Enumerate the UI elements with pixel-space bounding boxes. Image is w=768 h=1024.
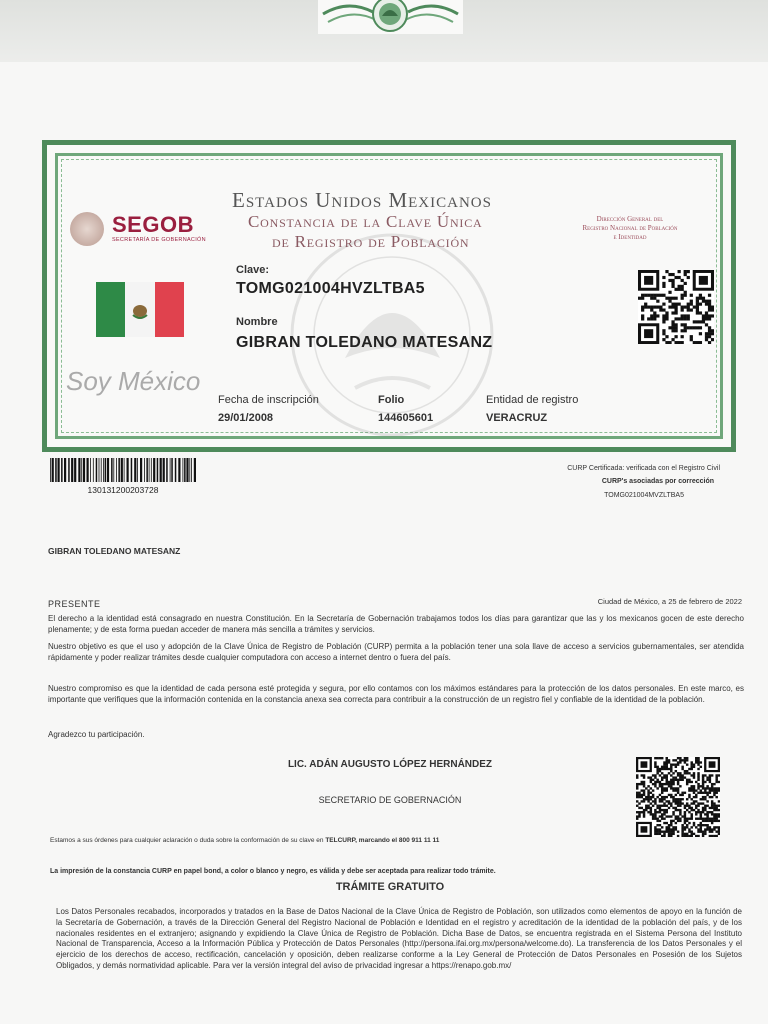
clave-value: TOMG021004HVZLTBA5 [236, 280, 425, 297]
barcode-icon [50, 458, 196, 482]
addressee: GIBRAN TOLEDANO MATESANZ [48, 546, 181, 556]
curp-certified-note: CURP Certificada: verificada con el Registro Civil [567, 465, 720, 472]
paragraph-1: El derecho a la identidad está consagrado en nuestra Constitución. En la Secretaría de Gobernación trabajamos todos los días para garantizar que las y los mexicanos gocen de este derecho plenamente; y de esta forma puedan acceder de manera más sencilla a trámites y servicios. [48, 614, 744, 634]
entidad-label: Entidad de registro [486, 394, 579, 406]
curp-associated-label: CURP's asociadas por corrección [601, 478, 714, 485]
fecha-label: Fecha de inscripción [218, 394, 319, 406]
dgr-label [555, 215, 705, 242]
contact-line [50, 836, 650, 847]
qr-code-icon [638, 270, 714, 344]
paragraph-3: Nuestro compromiso es que la identidad de cada persona esté protegida y segura, por ello contamos con los máximos estándares para la protección de los datos personales. En este marco, es importante que verifiques que la información contenida en la constancia anexa sea correcta para contribuir a la construcción de un registro fiel y confiable de la identidad de la población. [48, 684, 744, 704]
soy-mexico-slogan: Soy México [66, 366, 201, 396]
segob-emblem-icon [70, 212, 104, 246]
dgr-line-1: Dirección General del [596, 215, 664, 223]
signer-name: LIC. ADÁN AUGUSTO LÓPEZ HERNÁNDEZ [287, 759, 493, 770]
folio-label: Folio [378, 394, 405, 406]
segob-subtitle: SECRETARÍA DE GOBERNACIÓN [112, 237, 206, 243]
privacy-notice: Los Datos Personales recabados, incorporados y tratados en la Base de Datos Nacional de la Clave Única de Registro de Población, son utilizados como elementos de apoyo en la función de la Secretaría de Gobernación, a través de la Dirección General del Registro Nacional de Población e Identidad en el registro y acreditación de la identidad de la población del país, y de los nacionales residentes en el extranjero; asignando y expidiendo la Clave Única de Registro de Población. Dicha Base de Datos, se encuentra registrada en el Sistema Persona del Instituto Nacional de Transparencia, Acceso a la Información Pública y Protección de Datos Personales (http://persona.ifai.org.mx/persona/welcome.do). La transferencia de los Datos Personales y el ejercicio de los derechos de acceso, rectificación, cancelación y oposición, deben realizarse conforme a la Ley General de Protección de Datos Personales en Posesión de los Sujetos Obligados, y demás normatividad aplicable. Para ver la versión integral del aviso de privacidad ingresar a https://renapo.gob.mx/ [56, 907, 742, 970]
folio-value: 144605601 [378, 412, 434, 424]
qr-code-signature-icon [636, 757, 720, 837]
dgr-line-3: e Identidad [613, 233, 647, 241]
title-constancia: Constancia de la Clave Única [248, 212, 483, 231]
segob-logo [70, 210, 220, 250]
segob-name: SEGOB [112, 212, 194, 237]
nombre-value: GIBRAN TOLEDANO MATESANZ [236, 334, 493, 351]
clave-label: Clave: [236, 264, 270, 276]
dgr-line-2: Registro Nacional de Población [582, 224, 678, 232]
fecha-value: 29/01/2008 [218, 412, 274, 424]
title-registro: de Registro de Población [272, 232, 470, 251]
barcode-number: 130131200203728 [87, 485, 159, 495]
tramite-gratuito: TRÁMITE GRATUITO [335, 881, 445, 893]
entidad-value: VERACRUZ [486, 412, 548, 424]
validity-note: La impresión de la constancia CURP en papel bond, a color o blanco y negro, es válida y debe ser aceptada para realizar todo trámite. [50, 868, 496, 875]
contact-phone: TELCURP, marcando el 800 911 11 11 [325, 837, 440, 844]
contact-prefix: Estamos a sus órdenes para cualquier aclaración o duda sobre la conformación de su clave en [50, 837, 326, 844]
date-place: Ciudad de México, a 25 de febrero de 2022 [597, 597, 742, 606]
mexico-flag-icon [96, 282, 184, 337]
paragraph-2: Nuestro objetivo es que el uso y adopción de la Clave Única de Registro de Población (CURP) permita a la población tener una sola llave de acceso a servicios gubernamentales, ser atendida rápidamente y poder realizar trámites desde cualquier computadora con acceso a internet dentro o fuera del país. [48, 642, 744, 662]
curp-associated-value: TOMG021004MVZLTBA5 [604, 492, 684, 499]
signer-title: SECRETARIO DE GOBERNACIÓN [318, 795, 462, 805]
title-estados-unidos: Estados Unidos Mexicanos [232, 188, 492, 212]
eagle-crest-icon [318, 0, 463, 34]
presente-label: PRESENTE [48, 599, 101, 609]
thanks: Agradezco tu participación. [48, 730, 145, 739]
nombre-label: Nombre [236, 316, 278, 328]
